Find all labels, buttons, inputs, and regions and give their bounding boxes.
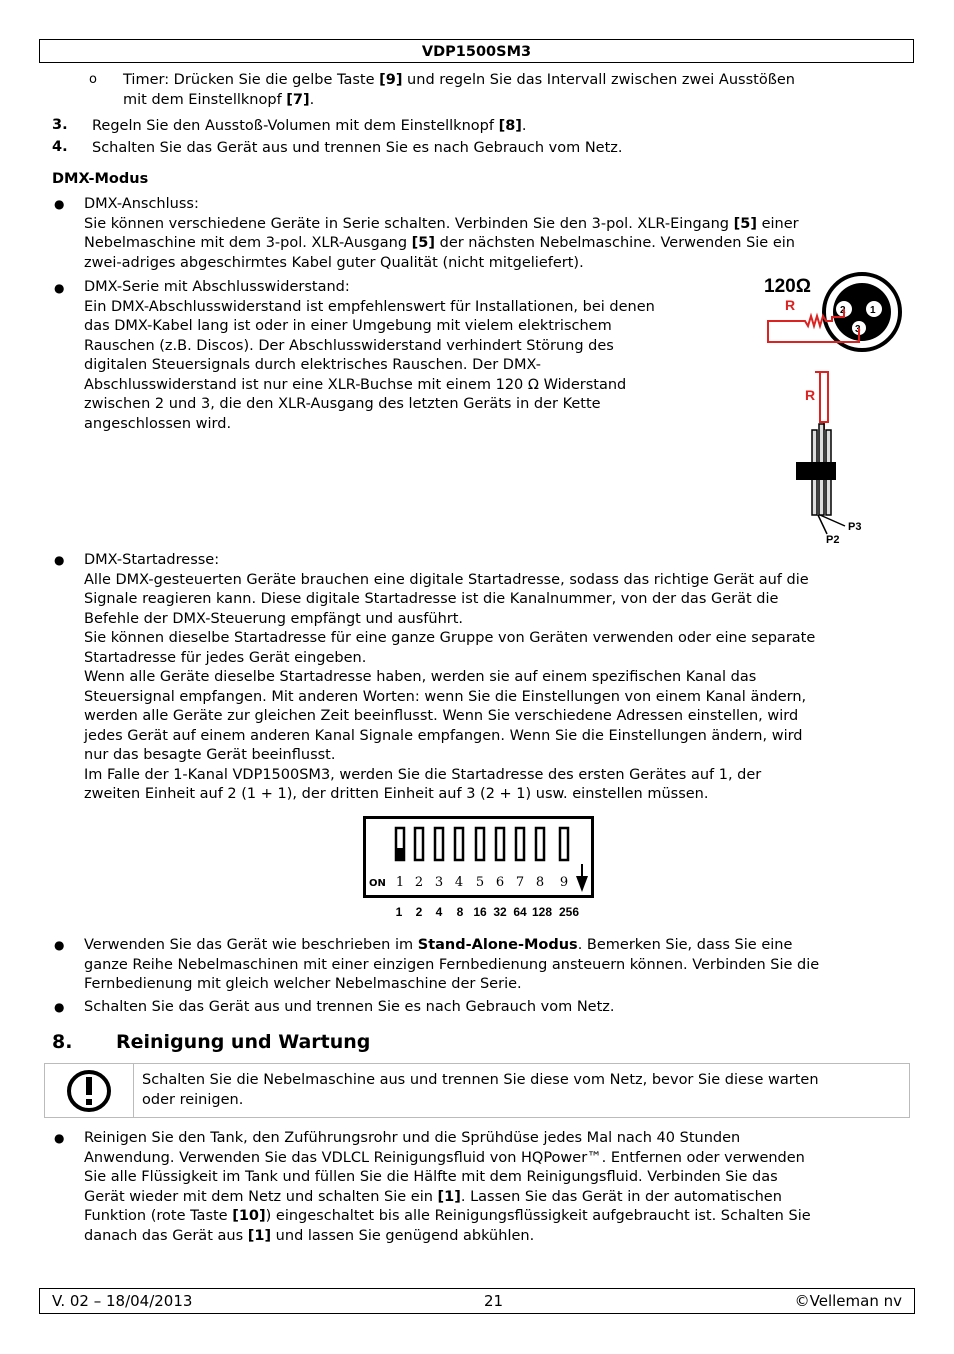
bullet-text: Reinigen Sie den Tank, den Zuführungsrohr und die Sprühdüse jedes Mal nach 40 Stunden Anwendung. Verwenden Sie das VDLCL Reinigungsfluid von HQPower™. Entfernen oder verwenden Sie alle Flüssigkeit im Tank und füllen Sie die Hälfte mit dem Reinigungsfluid. Verbinden Sie das Gerät wieder mit dem Netz und schalten Sie ein [1]. Lassen Sie das Gerät in der automatischen Funktion (rote Taste [10]) eingeschaltet bis alle Reinigungsflüssigkeit aufgebraucht ist. Schalten Sie danach das Gerät aus [1] und lassen Sie genügend abkühlen.: [84, 1130, 811, 1244]
dip-switch-value: 2: [415, 905, 423, 919]
pin-label: 1: [870, 305, 876, 316]
dip-switch-number: 4: [454, 875, 464, 890]
dip-on-label: ON: [369, 878, 386, 889]
dip-switch-number: 6: [495, 875, 505, 890]
dip-switch-value: 4: [435, 905, 443, 919]
bullet-icon: ●: [54, 281, 65, 295]
section-title: 8. Reinigung und Wartung: [52, 1031, 371, 1053]
warning-box: [44, 1063, 910, 1118]
dip-switch-lever: [397, 848, 403, 859]
dip-switch-number: 1: [395, 875, 405, 890]
pin-p3-label: P3: [848, 521, 862, 533]
pin-label: 3: [855, 324, 861, 335]
dip-switch-value: 32: [493, 905, 507, 919]
dip-switch-number: 2: [414, 875, 424, 890]
pin-label: 2: [840, 305, 846, 316]
dip-switch-number: 7: [515, 875, 525, 890]
step-text: Schalten Sie das Gerät aus und trennen Sie es nach Gebrauch vom Netz.: [92, 140, 623, 156]
dip-switch-number: 9: [559, 875, 569, 890]
dip-switch: [476, 828, 484, 860]
pin-p2-label: P2: [826, 534, 840, 546]
bullet-icon: ●: [54, 553, 65, 567]
dip-switch: [415, 828, 423, 860]
dip-switch: [435, 828, 443, 860]
section-heading: DMX-Modus: [52, 171, 149, 187]
dip-switch-value: 1: [395, 905, 403, 919]
dip-switch-number: 8: [535, 875, 545, 890]
timer-text: Timer: Drücken Sie die gelbe Taste [9] und regeln Sie das Intervall zwischen zwei Ausstößen mit dem Einstellknopf [7].: [123, 72, 795, 108]
bullet-icon: ●: [54, 1000, 65, 1014]
page-footer: [39, 1288, 915, 1314]
warning-text: Schalten Sie die Nebelmaschine aus und trennen Sie diese vom Netz, bevor Sie diese warten oder reinigen.: [142, 1072, 819, 1108]
resistor-label: R: [805, 387, 816, 403]
bullet-text: Verwenden Sie das Gerät wie beschrieben im Stand-Alone-Modus. Bemerken Sie, dass Sie eine ganze Reihe Nebelmaschinen mit einer einzigen Fernbedienung ansteuern können. Verbinden Sie die Fernbedienung mit gleich welcher Nebelmaschine der Serie.: [84, 937, 820, 992]
dip-switch-value: 16: [473, 905, 487, 919]
dip-switch-value: 64: [513, 905, 527, 919]
bullet-text: DMX-Anschluss: Sie können verschiedene Geräte in Serie schalten. Verbinden Sie den 3-pol. XLR-Eingang [5] einer Nebelmaschine mit dem 3-pol. XLR-Ausgang [5] der nächsten Nebelmaschine. Verwenden Sie ein zwei-adriges abgeschirmtes Kabel guter Qualität (nicht mitgeliefert).: [84, 196, 799, 271]
connector-block: [796, 462, 836, 480]
dip-switch-value: 128: [531, 905, 553, 919]
dip-switch-number: 5: [475, 875, 485, 890]
dip-switch-value: 256: [558, 905, 580, 919]
resistor-label: R: [785, 297, 796, 313]
dip-switch-number: 3: [434, 875, 444, 890]
bullet-text: Schalten Sie das Gerät aus und trennen Sie es nach Gebrauch vom Netz.: [84, 999, 615, 1015]
footer-version: V. 02 – 18/04/2013: [52, 1292, 193, 1310]
footer-page-number: 21: [484, 1292, 504, 1310]
dip-switch: [536, 828, 544, 860]
page-header: VDP1500SM3: [39, 39, 914, 63]
dip-switch: [560, 828, 568, 860]
bullet-icon: ●: [54, 1131, 65, 1145]
bullet-text: DMX-Serie mit Abschlusswiderstand: Ein DMX-Abschlusswiderstand ist empfehlenswert für Installationen, bei denen das DMX-Kabel lang ist oder in einer Umgebung mit vielem elektrischem Rauschen (z.B. Discos). Der Abschlusswiderstand verhindert Störung des digitalen Steuersignals durch elektrisches Rauschen. Der DMX- Abschlusswiderstand ist nur eine XLR-Buchse mit einem 120 Ω Widerstand zwischen 2 und 3, die den XLR-Ausgang des letzten Geräts in der Kette angeschlossen wird.: [84, 279, 655, 432]
step-number: 3.: [52, 117, 68, 133]
dip-switch: [455, 828, 463, 860]
step-text: Regeln Sie den Ausstoß-Volumen mit dem Einstellknopf [8].: [92, 118, 527, 134]
dip-switch-diagram: [363, 816, 595, 922]
bullet-text: DMX-Startadresse: Alle DMX-gesteuerten Geräte brauchen eine digitale Startadresse, sodass das richtige Gerät auf die Signale reagieren kann. Diese digitale Startadresse ist die Kanalnummer, von der das Gerät die Befehle der DMX-Steuerung empfängt und ausführt. Sie können dieselbe Startadresse für eine ganze Gruppe von Geräten verwenden oder eine separate Startadresse für jedes Gerät eingeben. Wenn alle Geräte dieselbe Startadresse haben, werden sie auf einem spezifischen Kanal das Steuersignal empfangen. Mit anderen Worten: wenn Sie die Einstellungen von einem Kanal ändern, werden alle Geräte zur gleichen Zeit beeinflusst. Wenn Sie verschiedene Adressen einstellen, wird jedes Gerät auf einem anderen Kanal Signale empfangen. Wenn Sie die Einstellungen ändern, wird nur das besagte Gerät beeinflusst. Im Falle der 1-Kanal VDP1500SM3, werden Sie die Startadresse des ersten Gerätes auf 1, der zweiten Einheit auf 2 (1 + 1), der dritten Einheit auf 3 (2 + 1) usw. einstellen müssen.: [84, 552, 816, 802]
footer-copyright: ©Velleman nv: [794, 1292, 902, 1310]
xlr-terminator-diagram: [760, 272, 910, 552]
exclamation-icon: [66, 1068, 112, 1114]
dip-switch: [496, 828, 504, 860]
warning-icon-cell: [45, 1064, 134, 1117]
list-marker: o: [89, 72, 97, 87]
bullet-icon: ●: [54, 197, 65, 211]
dip-switch: [516, 828, 524, 860]
step-number: 4.: [52, 139, 68, 155]
bullet-icon: ●: [54, 938, 65, 952]
ohm-label: 120Ω: [764, 276, 811, 297]
dip-switch-value: 8: [456, 905, 464, 919]
